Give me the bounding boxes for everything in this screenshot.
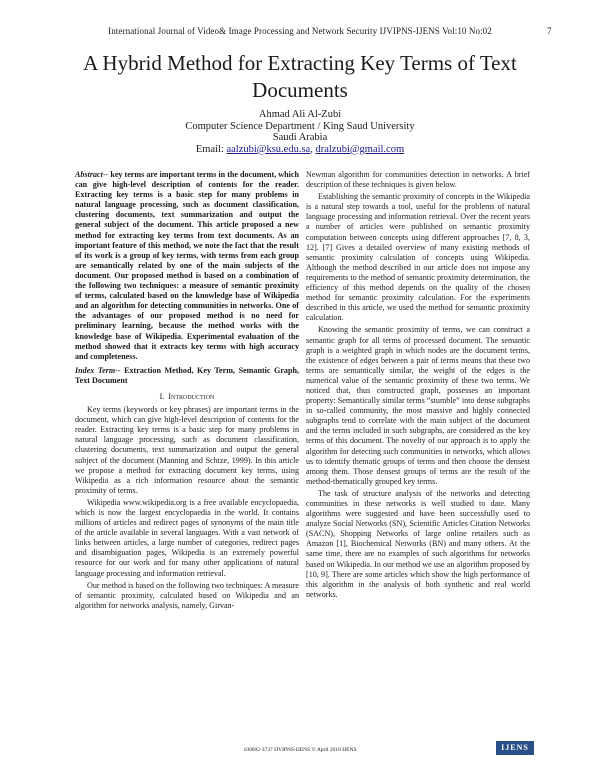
journal-logo: IJENS <box>496 741 534 755</box>
right-paragraph-1: Newman algorithm for communities detection in networks. A brief description of these techniques is given below. <box>306 170 530 190</box>
author-block <box>90 109 510 155</box>
right-paragraph-2: Establishing the semantic proximity of concepts in the Wikipedia is a natural step towards a tool, useful for the problems of natural language processing and information retrieval. Over the recent years a number of articles were published on semantic proximity computation between concepts using different approaches [7, 8, 3, 12]. [7] Gives a detailed overview of many existing methods of semantic proximity calculation of concepts using Wikipedia. Although the method described in our article does not impose any requirements to the method of semantic proximity determination, the efficiency of this method depends on the quality of the chosen method for semantic proximity calculation. For the experiments described in this article, we used the method for semantic proximity calculation. <box>306 192 530 323</box>
intro-paragraph-2: Wikipedia www.wikipedia.org is a free available encyclopaedia, which is now the largest encyclopaedia in the world. It contains millions of articles and redirect pages of synonyms of the main title of the article available in several languages. With a vast network of links between articles, a large number of categories, redirect pages and disambiguation pages, Wikipedia is an extremely powerful resource for our work and for many other applications of natural language processing and information retrieval. <box>75 497 299 578</box>
running-header: International Journal of Video& Image Processing and Network Security IJVIPNS-IJENS Vol:10 No:02 <box>108 26 492 36</box>
author-email-line <box>90 144 510 156</box>
email-link-secondary[interactable]: dralzubi@gmail.com <box>315 143 405 155</box>
page-number: 7 <box>547 26 552 36</box>
right-column <box>306 170 530 602</box>
section-heading-introduction <box>75 392 299 402</box>
section-numeral: I. <box>159 391 165 401</box>
abstract <box>75 170 299 362</box>
abstract-text: key terms are important terms in the document, which can give high-level description of contents for the reader. Extracting key terms is a basic step for many problems in natural language processing, such as document classification, clustering documents, text summarization and output the general subject of the document. This article proposed a new method for extracting key terms from text documents. As an important feature of this method, we note the fact that the result of its work is a group of key terms, with terms from each group are semantically related by one of the main subjects of the document. Our proposed method is based on a combination of the following two techniques: a measure of semantic proximity of terms, calculated based on the knowledge base of Wikipedia and an algorithm for detecting communities in networks. One of the advantages of our proposed method is no need for preliminary learning, because the method works with the knowledge base of Wikipedia. Experimental evaluation of the method showed that it extracts key terms with high accuracy and completeness. <box>75 170 299 361</box>
right-paragraph-3: Knowing the semantic proximity of terms, we can construct a semantic graph for all terms of processed document. The semantic graph is a weighted graph in which nodes are the document terms, the existence of edges between a pair of terms means that these two terms are semantically similar, the weight of the edges is the numerical value of the semantic proximity of these two terms. We noticed that, thus constructed graph, possesses an important property: Semantically similar terms “stumble” into dense subgraphs in so-called community, the most massive and highly connected subgraphs tend to correlate with the main subject of the document and the terms included in such subgraphs, are considered as the key terms of this document. The novelty of our approach is to apply the algorithm for detecting such communities in networks, which allows us to identify thematic groups of terms and then choose the densest among them. Those densest groups of terms are the result of the method-thematically grouped key terms. <box>306 325 530 486</box>
email-separator: , <box>310 143 313 155</box>
right-paragraph-4: The task of structure analysis of the networks and detecting communities in these networks is well studied to date. Many algorithms were suggested and have been successfully used to analyze Social Networks (SN), Scientific Articles Citation Networks (SACN), Shopping Networks of large online retailers such as Amazon [1], Biochemical Networks (BN) and many others. At the same time, there are no examples of such algorithms for networks based on Wikipedia. In our method we use an algorithm proposed by [10, 9]. There are some articles which show the high performance of this algorithm in the analysis of both synthetic and real world networks. <box>306 488 530 599</box>
intro-paragraph-3: Our method is based on the following two techniques: A measure of semantic proximity, calculated based on Wikipedia and an algorithm for networks analysis, namely, Girvan- <box>75 580 299 610</box>
author-name: Ahmad Ali Al-Zubi <box>258 109 342 120</box>
index-terms-lead: Index Term-- <box>75 365 121 375</box>
paper-title-line-1: A Hybrid Method for Extracting Key Terms of Text <box>83 51 517 75</box>
intro-paragraph-1: Key terms (keywords or key phrases) are important terms in the document, which can give high-level description of contents for the reader. Extracting key terms is a basic step for many problems in natural language processing, such as document classification, clustering documents, text summarization and output the general subject of the document (Manning and Schtze, 1999). In this article we propose a method for extracting document key terms, using Wikipedia as a rich information resource about the semantic proximity of terms. <box>75 405 299 495</box>
author-affiliation: Computer Science Department / King Saud University <box>185 120 415 132</box>
author-country: Saudi Arabia <box>272 132 328 143</box>
email-link-primary[interactable]: aalzubi@ksu.edu.sa <box>226 143 311 155</box>
index-terms-text: Extraction Method, Key Term, Semantic Graph, Text Document <box>75 365 299 385</box>
paper-title-line-2: Documents <box>252 78 348 102</box>
email-label: Email: <box>195 143 224 155</box>
section-title: Introduction <box>168 391 215 401</box>
index-terms <box>75 366 299 386</box>
left-column <box>75 170 299 613</box>
paper-title <box>40 50 560 104</box>
footer-copyright: 100602-3737 IJVIPNS-IJENS © April 2010 IJENS <box>243 747 357 753</box>
abstract-lead: Abstract-- <box>75 170 109 179</box>
